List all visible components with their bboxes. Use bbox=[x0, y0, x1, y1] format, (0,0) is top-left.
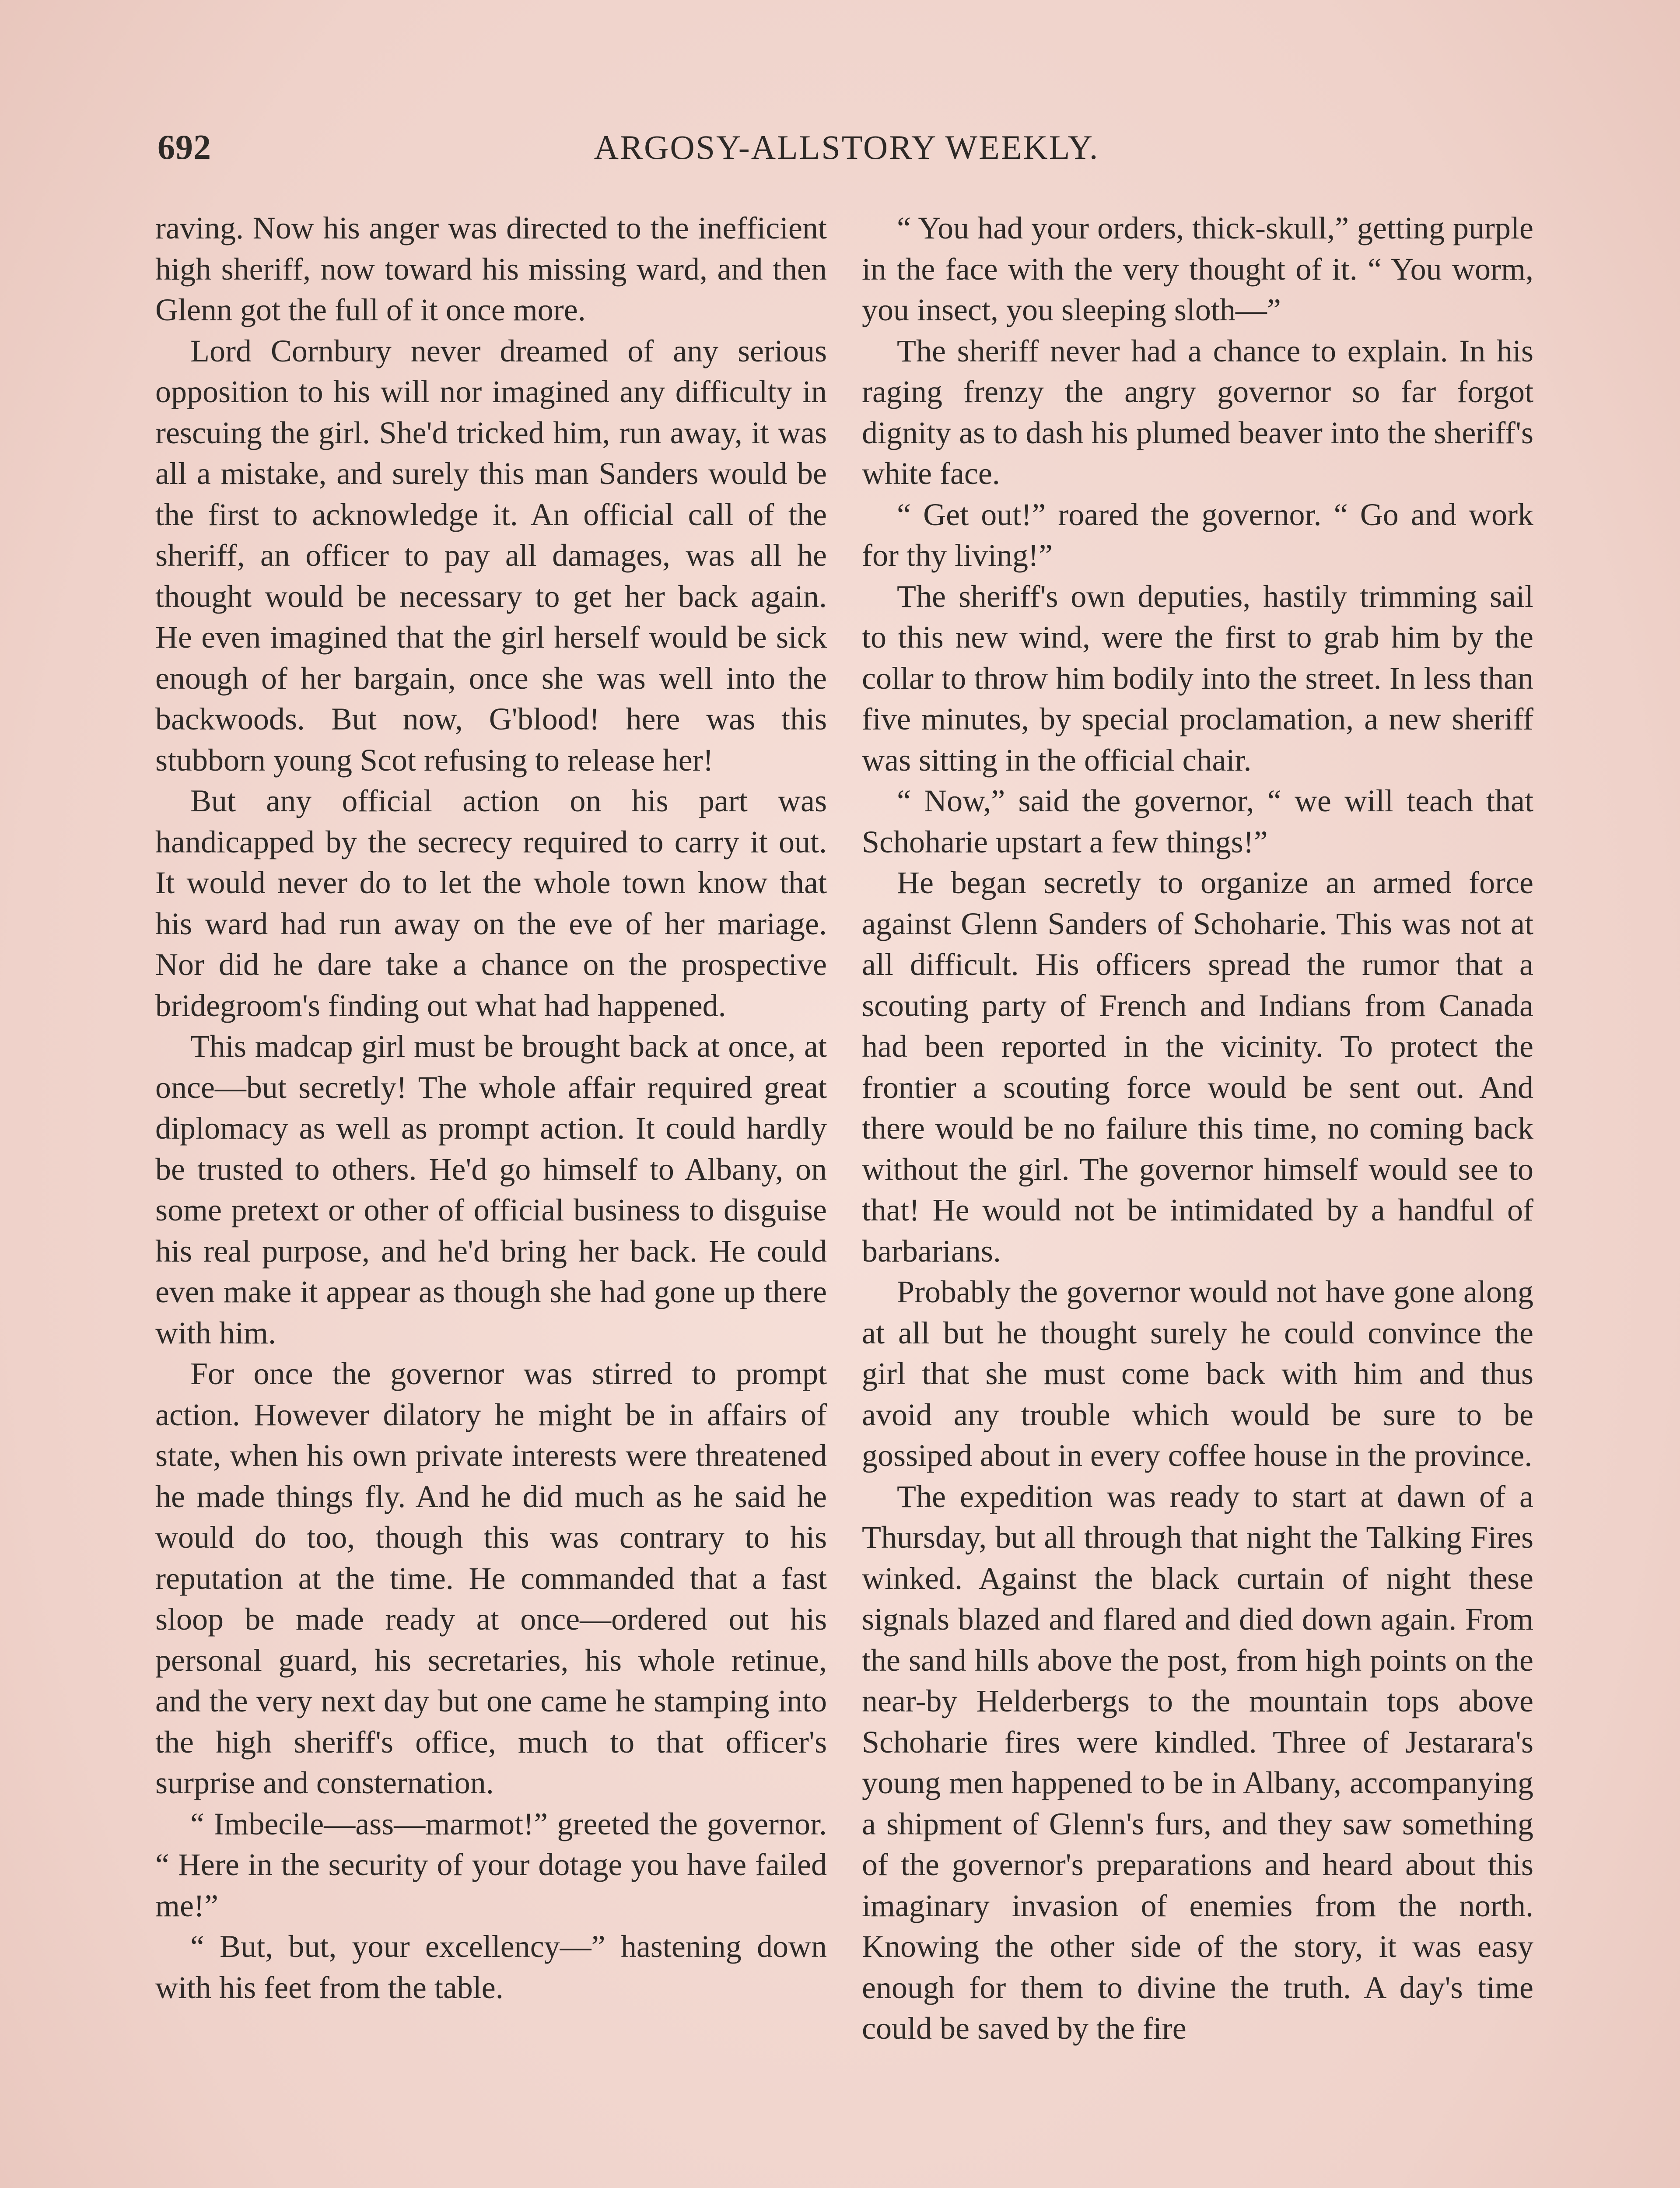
paragraph: “ But, but, your excellency—” hastening down with his feet from the table. bbox=[155, 1929, 827, 2005]
paragraph: The sheriff never had a chance to explain. In his raging frenzy the angry governor so far forgot dignity as to dash his plumed beaver into the sheriff's white face. bbox=[862, 333, 1533, 491]
right-column bbox=[862, 208, 1533, 2049]
paragraph: The expedition was ready to start at dawn of a Thursday, but all through that night the Talking Fires winked. Against the black curtain of night these signals blazed and flared and died down again. From the sand hills above the post, from high points on the near-by Helderbergs to the mountain tops above Schoharie fires were kindled. Three of Jestarara's young men happened to be in Albany, accompanying a shipment of Glenn's furs, and they saw something of the governor's preparations and heard about this imaginary invasion of enemies from the north. Knowing the other side of the story, it was easy enough for them to divine the truth. A day's time could be saved by the fire bbox=[862, 1479, 1533, 2046]
paragraph: “ You had your orders, thick-skull,” getting purple in the face with the very thought of it. “ You worm, you insect, you sleeping sloth—” bbox=[862, 210, 1533, 327]
paragraph: This madcap girl must be brought back at once, at once—but secretly! The whole affair required great diplomacy as well as prompt action. It could hardly be trusted to others. He'd go himself to Albany, on some pretext or other of official business to disguise his real purpose, and he'd bring her back. He could even make it appear as though she had gone up there with him. bbox=[155, 1029, 827, 1350]
paragraph: But any official action on his part was handicapped by the secrecy required to carry it out. It would never do to let the whole town know that his ward had run away on the eve of her mariage. Nor did he dare take a chance on the prospective bridegroom's finding out what had happened. bbox=[155, 783, 827, 1023]
paragraph: raving. Now his anger was directed to the inefficient high sheriff, now toward his missing ward, and then Glenn got the full of it once more. bbox=[155, 210, 827, 327]
paragraph: Probably the governor would not have gone along at all but he thought surely he could convince the girl that she must come back with him and thus avoid any trouble which would be sure to be gossiped about in every coffee house in the province. bbox=[862, 1274, 1533, 1473]
paragraph: The sheriff's own deputies, hastily trimming sail to this new wind, were the first to grab him by the collar to throw him bodily into the street. In less than five minutes, by special proclamation, a new sheriff was sitting in the official chair. bbox=[862, 579, 1533, 778]
paragraph: “ Imbecile—ass—marmot!” greeted the governor. “ Here in the security of your dotage you have failed me!” bbox=[155, 1806, 827, 1923]
left-column bbox=[155, 208, 827, 2008]
page-header bbox=[158, 128, 1536, 180]
running-head-title: ARGOSY-ALLSTORY WEEKLY. bbox=[594, 128, 1099, 166]
paragraph: “ Get out!” roared the governor. “ Go and work for thy living!” bbox=[862, 497, 1533, 573]
paragraph: Lord Cornbury never dreamed of any serious opposition to his will nor imagined any difficulty in rescuing the girl. She'd tricked him, run away, it was all a mistake, and surely this man Sanders would be the first to acknowledge it. An official call of the sheriff, an officer to pay all damages, was all he thought would be necessary to get her back again. He even imagined that the girl herself would be sick enough of her bargain, once she was well into the backwoods. But now, G'blood! here was this stubborn young Scot refusing to release her! bbox=[155, 333, 827, 778]
paragraph: “ Now,” said the governor, “ we will teach that Schoharie upstart a few things!” bbox=[862, 783, 1533, 859]
paragraph: For once the governor was stirred to prompt action. However dilatory he might be in affairs of state, when his own private interests were threatened he made things fly. And he did much as he said he would do too, though this was contrary to his reputation at the time. He commanded that a fast sloop be made ready at once—ordered out his personal guard, his secretaries, his whole retinue, and the very next day but one came he stamping into the high sheriff's office, much to that officer's surprise and consternation. bbox=[155, 1356, 827, 1800]
paragraph: He began secretly to organize an armed force against Glenn Sanders of Schoharie. This was not at all difficult. His officers spread the rumor that a scouting party of French and Indians from Canada had been reported in the vicinity. To protect the frontier a scouting force would be sent out. And there would be no failure this time, no coming back without the girl. The governor himself would see to that! He would not be intimidated by a handful of barbarians. bbox=[862, 865, 1533, 1269]
page-number: 692 bbox=[158, 128, 211, 167]
